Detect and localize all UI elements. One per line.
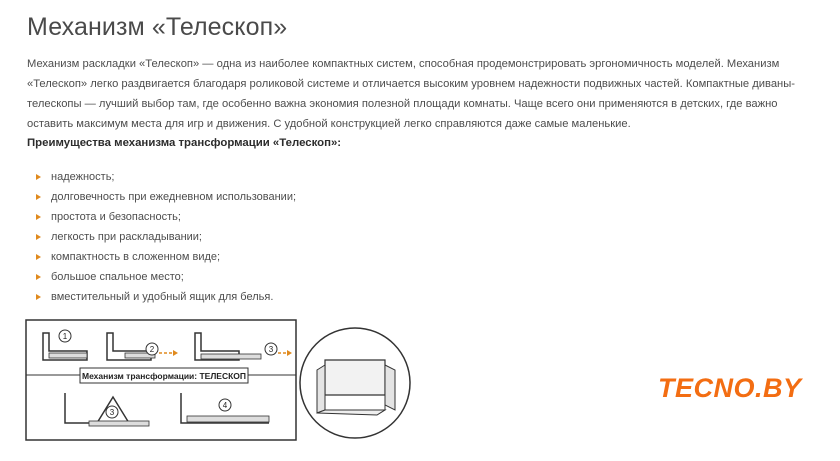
bullet-triangle-icon [36, 214, 41, 220]
list-item-text: вместительный и удобный ящик для белья. [51, 291, 274, 303]
diagram-caption: Механизм трансформации: ТЕЛЕСКОП [81, 371, 247, 381]
sofa-closeup [300, 328, 410, 438]
tecno-by-logo [658, 370, 838, 406]
list-item [36, 267, 296, 287]
bullet-triangle-icon [36, 194, 41, 200]
list-item-text: простота и безопасность; [51, 211, 181, 223]
sofa-step-2 [107, 333, 178, 360]
svg-text:3: 3 [109, 408, 115, 417]
list-item [36, 187, 296, 207]
sofa-step-3b [65, 393, 149, 426]
list-item-text: компактность в сложенном виде; [51, 251, 221, 263]
list-item [36, 167, 296, 187]
list-item [36, 227, 296, 247]
svg-text:1: 1 [62, 332, 68, 341]
advantages-heading: Преимущества механизма трансформации «Телескоп»: [27, 137, 342, 149]
intro-paragraph: Механизм раскладки «Телескоп» — одна из наиболее компактных систем, способная продемонстрировать эргономичность моделей. Механизм «Телескоп» легко раздвигается благодаря роликовой системе и отличается высоким уровнем надежности подвижных частей. Компактные диваны-телескопы — лучший выбор там, где особенно важна экономия полезной площади комнаты. Чаще всего они применяются в детских, где важно оставить максимум места для игр и движения. С удобной конструкцией легко справляются даже самые маленькие. [27, 58, 795, 130]
page-title: Механизм «Телескоп» [27, 13, 288, 41]
list-item-text: легкость при раскладывании; [51, 231, 202, 243]
bullet-triangle-icon [36, 274, 41, 280]
list-item-text: большое спальное место; [51, 271, 184, 283]
svg-text:3: 3 [268, 345, 274, 354]
svg-text:2: 2 [149, 345, 155, 354]
list-item [36, 207, 296, 227]
sofa-step-4 [181, 393, 269, 423]
bullet-triangle-icon [36, 234, 41, 240]
telescope-mechanism-diagram [25, 315, 425, 453]
bullet-triangle-icon [36, 254, 41, 260]
list-item-text: долговечность при ежедневном использовании; [51, 191, 297, 203]
bullet-triangle-icon [36, 294, 41, 300]
list-item [36, 247, 296, 267]
sofa-step-3a [195, 333, 292, 360]
list-item [36, 287, 296, 307]
svg-text:4: 4 [222, 401, 228, 410]
sofa-step-1 [43, 330, 87, 360]
logo-text: TECNO.BY [658, 373, 802, 403]
advantages-list [36, 167, 296, 307]
bullet-triangle-icon [36, 174, 41, 180]
list-item-text: надежность; [51, 171, 115, 183]
